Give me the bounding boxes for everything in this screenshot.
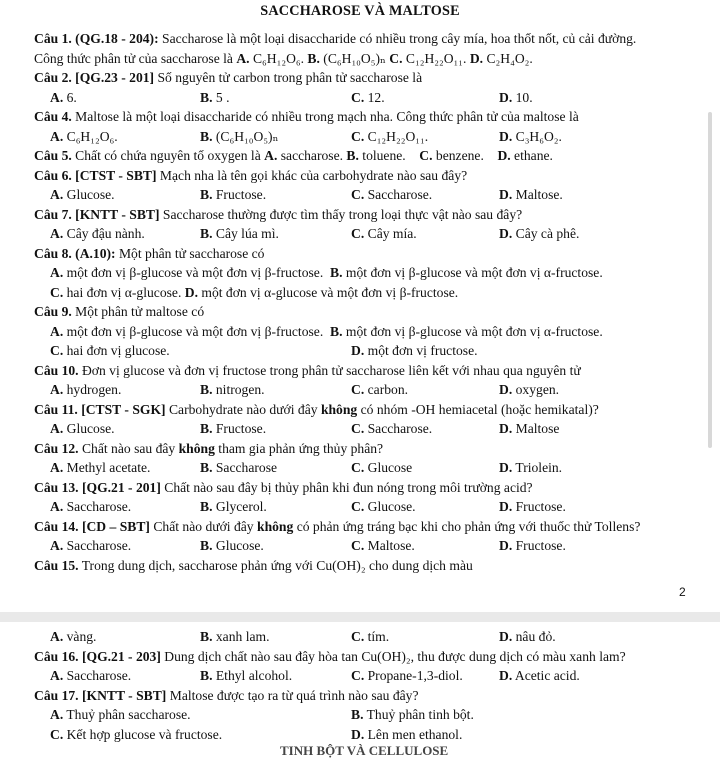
option-d: D. oxygen. bbox=[499, 382, 560, 397]
option-c: C. Saccharose. bbox=[351, 187, 433, 202]
option-b: B. xanh lam. bbox=[200, 629, 270, 644]
question-11: Câu 11. [CTST - SGK] Carbohydrate nào dưới đây không có nhóm -OH hemiacetal (hoặc hemikatal)? bbox=[34, 402, 599, 417]
option-d: D. Acetic acid. bbox=[499, 668, 580, 683]
question-1 bbox=[34, 29, 636, 49]
question-17: Câu 17. [KNTT - SBT] Maltose được tạo ra từ quá trình nào sau đây? bbox=[34, 688, 419, 703]
question-9: Câu 9. Một phân tử maltose có bbox=[34, 304, 205, 319]
option-a: A. hydrogen. bbox=[50, 382, 122, 397]
question-5: Câu 5. Chất có chứa nguyên tố oxygen là A. saccharose. B. toluene. C. benzene. D. ethane. bbox=[34, 148, 553, 163]
option-b: B. Saccharose bbox=[200, 460, 278, 475]
option-a: A. Saccharose. bbox=[50, 538, 132, 553]
option-a: A. Glucose. bbox=[50, 421, 115, 436]
option-b: B. Cây lúa mì. bbox=[200, 226, 279, 241]
question-7: Câu 7. [KNTT - SBT] Saccharose thường được tìm thấy trong loại thực vật nào sau đây? bbox=[34, 207, 523, 222]
option-a: A. Saccharose. bbox=[50, 668, 132, 683]
question-16: Câu 16. [QG.21 - 203] Dung dịch chất nào sau đây hòa tan Cu(OH)₂, thu được dung dịch có màu xanh lam? bbox=[34, 649, 626, 664]
question-8-options-2: C. hai đơn vị α-glucose. D. một đơn vị α-glucose và một đơn vị β-fructose. bbox=[50, 285, 459, 300]
option-c: C. tím. bbox=[351, 629, 390, 644]
option-a: A. Methyl acetate. bbox=[50, 460, 151, 475]
option-a: A. Thuỷ phân saccharose. bbox=[50, 707, 191, 722]
question-4: Câu 4. Maltose là một loại disaccharide có nhiều trong mạch nha. Công thức phân tử của maltose là bbox=[34, 109, 579, 124]
question-2: Câu 2. [QG.23 - 201] Số nguyên tử carbon trong phân tử saccharose là bbox=[34, 70, 423, 85]
question-9-options-1: A. một đơn vị β-glucose và một đơn vị β-fructose. B. một đơn vị β-glucose và một đơn vị α-fructose. bbox=[50, 324, 603, 339]
option-c: C. Saccharose. bbox=[351, 421, 433, 436]
option-c: C. Cây mía. bbox=[351, 226, 417, 241]
option-c: C. Kết hợp glucose và fructose. bbox=[50, 727, 223, 742]
option-d: D. nâu đỏ. bbox=[499, 629, 556, 644]
document-title: SACCHAROSE VÀ MALTOSE bbox=[260, 3, 460, 19]
question-1-options: Công thức phân tử của saccharose là A. C₆H₁₂O₆. B. (C₆H₁₀O₅)ₙ C. C₁₂H₂₂O₁₁. D. C₂H₄O₂. bbox=[34, 51, 533, 66]
question-14: Câu 14. [CD – SBT] Chất nào dưới đây không có phản ứng tráng bạc khi cho phản ứng với thuốc thử Tollens? bbox=[34, 519, 641, 534]
question-13: Câu 13. [QG.21 - 201] Chất nào sau đây bị thủy phân khi đun nóng trong môi trường acid? bbox=[34, 480, 533, 495]
option-c: C. Propane-1,3-diol. bbox=[351, 668, 463, 683]
question-12: Câu 12. Chất nào sau đây không tham gia phản ứng thủy phân? bbox=[34, 441, 384, 456]
question-8-options-1: A. một đơn vị β-glucose và một đơn vị β-fructose. B. một đơn vị β-glucose và một đơn vị α-fructose. bbox=[50, 265, 603, 280]
option-c: C. hai đơn vị glucose. bbox=[50, 343, 170, 358]
next-section-heading-cut: TINH BỘT VÀ CELLULOSE bbox=[280, 743, 449, 758]
option-c: C. Glucose bbox=[351, 460, 413, 475]
option-b: B. Thuỷ phân tinh bột. bbox=[351, 707, 474, 722]
option-b: B. nitrogen. bbox=[200, 382, 265, 397]
question-10: Câu 10. Đơn vị glucose và đơn vị fructose trong phân tử saccharose liên kết với nhau qua nguyên tử bbox=[34, 363, 581, 378]
option-d: D. Fructose. bbox=[499, 538, 566, 553]
option-d: D. Cây cà phê. bbox=[499, 226, 580, 241]
option-c: C. 12. bbox=[351, 90, 385, 105]
option-d: D. Maltose. bbox=[499, 187, 563, 202]
option-d: D. Maltose bbox=[499, 421, 560, 436]
option-b: B. Glucose. bbox=[200, 538, 264, 553]
option-b: B. Fructose. bbox=[200, 421, 267, 436]
option-c: C. carbon. bbox=[351, 382, 409, 397]
vertical-scrollbar[interactable] bbox=[708, 112, 712, 448]
option-a: A. Cây đậu nành. bbox=[50, 226, 145, 241]
option-b: B. 5 . bbox=[200, 90, 230, 105]
page-gap bbox=[0, 612, 720, 622]
option-b: B. Ethyl alcohol. bbox=[200, 668, 293, 683]
question-6: Câu 6. [CTST - SBT] Mạch nha là tên gọi khác của carbohydrate nào sau đây? bbox=[34, 168, 468, 183]
option-d: D. C₃H₆O₂. bbox=[499, 129, 562, 144]
question-8: Câu 8. (A.10): Một phân tử saccharose có bbox=[34, 246, 265, 261]
option-a: A. Glucose. bbox=[50, 187, 115, 202]
option-b: B. Glycerol. bbox=[200, 499, 267, 514]
option-d: D. một đơn vị fructose. bbox=[351, 343, 478, 358]
option-a: A. C₆H₁₂O₆. bbox=[50, 129, 118, 144]
option-d: D. Triolein. bbox=[499, 460, 563, 475]
option-c: C. Maltose. bbox=[351, 538, 415, 553]
option-a: A. vàng. bbox=[50, 629, 97, 644]
question-15: Câu 15. Trong dung dịch, saccharose phản ứng với Cu(OH)₂ cho dung dịch màu bbox=[34, 558, 473, 573]
question-label: Câu 1. (QG.18 - 204): bbox=[34, 31, 159, 46]
option-c: C. C₁₂H₂₂O₁₁. bbox=[351, 129, 429, 144]
option-d: D. Fructose. bbox=[499, 499, 566, 514]
option-a: A. Saccharose. bbox=[50, 499, 132, 514]
option-c: C. Glucose. bbox=[351, 499, 416, 514]
option-b: B. (C₆H₁₀O₅)ₙ bbox=[200, 129, 279, 144]
option-b: B. Fructose. bbox=[200, 187, 267, 202]
option-a: A. 6. bbox=[50, 90, 77, 105]
option-d: D. 10. bbox=[499, 90, 533, 105]
page-number: 2 bbox=[679, 585, 686, 599]
option-d: D. Lên men ethanol. bbox=[351, 727, 463, 742]
question-text: Saccharose là một loại disaccharide có nhiều trong cây mía, hoa thốt nốt, củ cải đường. bbox=[158, 31, 637, 46]
